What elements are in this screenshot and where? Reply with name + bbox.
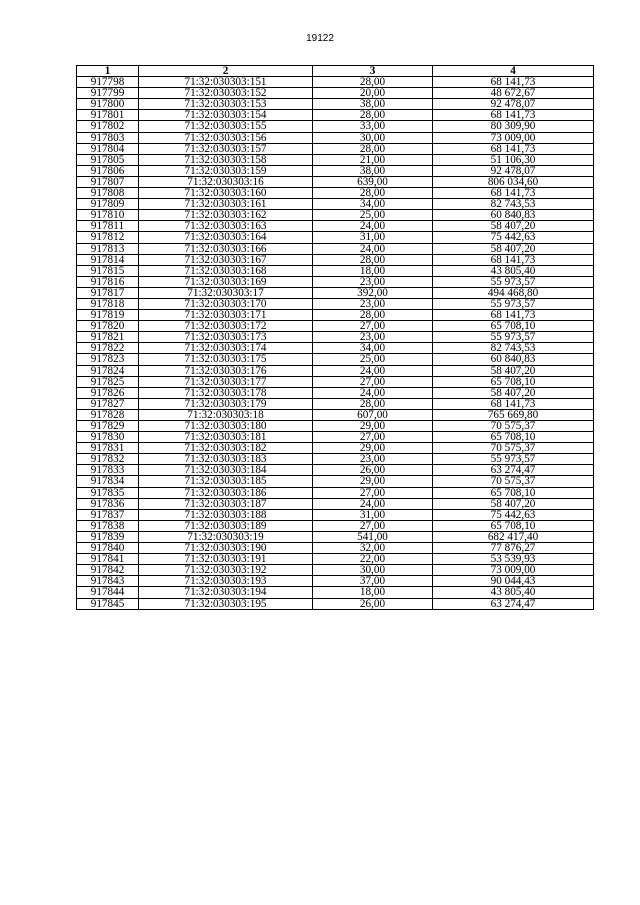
table-row (77, 343, 594, 354)
area-cell: 541,00 (313, 531, 433, 542)
table-row (77, 421, 594, 432)
value-cell: 82 743,53 (433, 343, 594, 354)
column-header-1: 1 (77, 66, 139, 77)
row-number-cell: 917808 (77, 188, 139, 199)
value-cell: 48 672,67 (433, 88, 594, 99)
cadastral-number-cell: 71:32:030303:171 (139, 310, 313, 321)
row-number-cell: 917821 (77, 332, 139, 343)
value-cell: 58 407,20 (433, 243, 594, 254)
area-cell: 23,00 (313, 332, 433, 343)
cadastral-number-cell: 71:32:030303:155 (139, 121, 313, 132)
cadastral-number-cell: 71:32:030303:191 (139, 554, 313, 565)
table-row (77, 565, 594, 576)
area-cell: 18,00 (313, 265, 433, 276)
table-row (77, 276, 594, 287)
area-cell: 38,00 (313, 99, 433, 110)
value-cell: 92 478,07 (433, 165, 594, 176)
row-number-cell: 917845 (77, 598, 139, 609)
value-cell: 682 417,40 (433, 531, 594, 542)
value-cell: 63 274,47 (433, 598, 594, 609)
row-number-cell: 917802 (77, 121, 139, 132)
table-row (77, 332, 594, 343)
cadastral-number-cell: 71:32:030303:183 (139, 454, 313, 465)
table-row (77, 143, 594, 154)
value-cell: 65 708,10 (433, 321, 594, 332)
row-number-cell: 917817 (77, 287, 139, 298)
cadastral-number-cell: 71:32:030303:181 (139, 432, 313, 443)
area-cell: 24,00 (313, 221, 433, 232)
cadastral-number-cell: 71:32:030303:185 (139, 476, 313, 487)
table-row (77, 298, 594, 309)
area-cell: 24,00 (313, 243, 433, 254)
table-body (77, 77, 594, 610)
cadastral-number-cell: 71:32:030303:180 (139, 421, 313, 432)
area-cell: 27,00 (313, 432, 433, 443)
cadastral-number-cell: 71:32:030303:190 (139, 543, 313, 554)
table-row (77, 531, 594, 542)
area-cell: 24,00 (313, 365, 433, 376)
cadastral-number-cell: 71:32:030303:182 (139, 443, 313, 454)
row-number-cell: 917843 (77, 576, 139, 587)
value-cell: 73 009,00 (433, 132, 594, 143)
value-cell: 65 708,10 (433, 487, 594, 498)
cadastral-number-cell: 71:32:030303:187 (139, 498, 313, 509)
row-number-cell: 917830 (77, 432, 139, 443)
value-cell: 58 407,20 (433, 365, 594, 376)
cadastral-number-cell: 71:32:030303:170 (139, 298, 313, 309)
value-cell: 51 106,30 (433, 154, 594, 165)
area-cell: 26,00 (313, 598, 433, 609)
table-row (77, 498, 594, 509)
row-number-cell: 917836 (77, 498, 139, 509)
cadastral-number-cell: 71:32:030303:16 (139, 176, 313, 187)
cadastral-number-cell: 71:32:030303:189 (139, 520, 313, 531)
cadastral-number-cell: 71:32:030303:163 (139, 221, 313, 232)
table-row (77, 321, 594, 332)
area-cell: 28,00 (313, 310, 433, 321)
table-row (77, 77, 594, 88)
table-row (77, 199, 594, 210)
table-row (77, 543, 594, 554)
area-cell: 37,00 (313, 576, 433, 587)
cadastral-number-cell: 71:32:030303:168 (139, 265, 313, 276)
column-header-2: 2 (139, 66, 313, 77)
area-cell: 392,00 (313, 287, 433, 298)
value-cell: 65 708,10 (433, 376, 594, 387)
cadastral-number-cell: 71:32:030303:160 (139, 188, 313, 199)
value-cell: 43 805,40 (433, 265, 594, 276)
row-number-cell: 917833 (77, 465, 139, 476)
table-row (77, 243, 594, 254)
area-cell: 31,00 (313, 232, 433, 243)
row-number-cell: 917809 (77, 199, 139, 210)
table-row (77, 520, 594, 531)
row-number-cell: 917842 (77, 565, 139, 576)
table-row (77, 110, 594, 121)
area-cell: 27,00 (313, 376, 433, 387)
value-cell: 70 575,37 (433, 476, 594, 487)
value-cell: 53 539,93 (433, 554, 594, 565)
area-cell: 30,00 (313, 132, 433, 143)
area-cell: 34,00 (313, 199, 433, 210)
row-number-cell: 917816 (77, 276, 139, 287)
value-cell: 55 973,57 (433, 332, 594, 343)
area-cell: 23,00 (313, 298, 433, 309)
value-cell: 65 708,10 (433, 520, 594, 531)
table-row (77, 587, 594, 598)
cadastral-number-cell: 71:32:030303:159 (139, 165, 313, 176)
value-cell: 65 708,10 (433, 432, 594, 443)
value-cell: 68 141,73 (433, 188, 594, 199)
row-number-cell: 917814 (77, 254, 139, 265)
area-cell: 20,00 (313, 88, 433, 99)
cadastral-number-cell: 71:32:030303:179 (139, 398, 313, 409)
cadastral-number-cell: 71:32:030303:188 (139, 509, 313, 520)
value-cell: 92 478,07 (433, 99, 594, 110)
area-cell: 28,00 (313, 110, 433, 121)
cadastral-number-cell: 71:32:030303:166 (139, 243, 313, 254)
table-row (77, 221, 594, 232)
area-cell: 27,00 (313, 321, 433, 332)
area-cell: 607,00 (313, 409, 433, 420)
row-number-cell: 917798 (77, 77, 139, 88)
area-cell: 639,00 (313, 176, 433, 187)
row-number-cell: 917812 (77, 232, 139, 243)
cadastral-number-cell: 71:32:030303:161 (139, 199, 313, 210)
table-row (77, 365, 594, 376)
cadastral-number-cell: 71:32:030303:151 (139, 77, 313, 88)
row-number-cell: 917828 (77, 409, 139, 420)
value-cell: 90 044,43 (433, 576, 594, 587)
value-cell: 765 669,80 (433, 409, 594, 420)
cadastral-number-cell: 71:32:030303:176 (139, 365, 313, 376)
value-cell: 68 141,73 (433, 310, 594, 321)
area-cell: 18,00 (313, 587, 433, 598)
table-row (77, 465, 594, 476)
table-row (77, 310, 594, 321)
table-row (77, 387, 594, 398)
value-cell: 60 840,83 (433, 354, 594, 365)
cadastral-number-cell: 71:32:030303:17 (139, 287, 313, 298)
area-cell: 28,00 (313, 254, 433, 265)
cadastral-number-cell: 71:32:030303:184 (139, 465, 313, 476)
row-number-cell: 917815 (77, 265, 139, 276)
row-number-cell: 917829 (77, 421, 139, 432)
cadastral-number-cell: 71:32:030303:195 (139, 598, 313, 609)
cadastral-number-cell: 71:32:030303:154 (139, 110, 313, 121)
row-number-cell: 917823 (77, 354, 139, 365)
cadastral-number-cell: 71:32:030303:156 (139, 132, 313, 143)
value-cell: 77 876,27 (433, 543, 594, 554)
area-cell: 28,00 (313, 188, 433, 199)
table-row (77, 454, 594, 465)
row-number-cell: 917805 (77, 154, 139, 165)
table-row (77, 265, 594, 276)
value-cell: 55 973,57 (433, 454, 594, 465)
area-cell: 29,00 (313, 476, 433, 487)
table-row (77, 554, 594, 565)
row-number-cell: 917806 (77, 165, 139, 176)
row-number-cell: 917807 (77, 176, 139, 187)
row-number-cell: 917810 (77, 210, 139, 221)
table-row (77, 99, 594, 110)
row-number-cell: 917841 (77, 554, 139, 565)
table-row (77, 188, 594, 199)
row-number-cell: 917840 (77, 543, 139, 554)
value-cell: 82 743,53 (433, 199, 594, 210)
area-cell: 33,00 (313, 121, 433, 132)
area-cell: 29,00 (313, 421, 433, 432)
area-cell: 30,00 (313, 565, 433, 576)
cadastral-number-cell: 71:32:030303:164 (139, 232, 313, 243)
table-row (77, 509, 594, 520)
table-row (77, 121, 594, 132)
cadastral-number-cell: 71:32:030303:193 (139, 576, 313, 587)
cadastral-number-cell: 71:32:030303:172 (139, 321, 313, 332)
area-cell: 23,00 (313, 276, 433, 287)
table-header-row (77, 66, 594, 77)
cadastral-number-cell: 71:32:030303:19 (139, 531, 313, 542)
row-number-cell: 917844 (77, 587, 139, 598)
table-row (77, 432, 594, 443)
area-cell: 27,00 (313, 487, 433, 498)
table-row (77, 376, 594, 387)
cadastral-number-cell: 71:32:030303:178 (139, 387, 313, 398)
area-cell: 23,00 (313, 454, 433, 465)
cadastral-value-table (76, 65, 594, 610)
cadastral-number-cell: 71:32:030303:186 (139, 487, 313, 498)
row-number-cell: 917824 (77, 365, 139, 376)
page-number: 19122 (306, 33, 334, 44)
cadastral-number-cell: 71:32:030303:192 (139, 565, 313, 576)
row-number-cell: 917827 (77, 398, 139, 409)
value-cell: 80 309,90 (433, 121, 594, 132)
table-row (77, 409, 594, 420)
table-row (77, 254, 594, 265)
table-row (77, 487, 594, 498)
table-row (77, 176, 594, 187)
area-cell: 24,00 (313, 387, 433, 398)
row-number-cell: 917826 (77, 387, 139, 398)
table-row (77, 398, 594, 409)
value-cell: 75 442,63 (433, 509, 594, 520)
row-number-cell: 917831 (77, 443, 139, 454)
row-number-cell: 917799 (77, 88, 139, 99)
row-number-cell: 917839 (77, 531, 139, 542)
area-cell: 28,00 (313, 398, 433, 409)
row-number-cell: 917837 (77, 509, 139, 520)
column-header-3: 3 (313, 66, 433, 77)
value-cell: 63 274,47 (433, 465, 594, 476)
table-row (77, 165, 594, 176)
table-row (77, 287, 594, 298)
area-cell: 28,00 (313, 143, 433, 154)
table-row (77, 232, 594, 243)
cadastral-number-cell: 71:32:030303:167 (139, 254, 313, 265)
cadastral-number-cell: 71:32:030303:177 (139, 376, 313, 387)
table-row (77, 132, 594, 143)
cadastral-number-cell: 71:32:030303:174 (139, 343, 313, 354)
cadastral-number-cell: 71:32:030303:175 (139, 354, 313, 365)
row-number-cell: 917838 (77, 520, 139, 531)
cadastral-number-cell: 71:32:030303:153 (139, 99, 313, 110)
table-row (77, 88, 594, 99)
area-cell: 38,00 (313, 165, 433, 176)
cadastral-number-cell: 71:32:030303:173 (139, 332, 313, 343)
area-cell: 34,00 (313, 343, 433, 354)
row-number-cell: 917835 (77, 487, 139, 498)
table-row (77, 354, 594, 365)
value-cell: 73 009,00 (433, 565, 594, 576)
row-number-cell: 917825 (77, 376, 139, 387)
table-row (77, 476, 594, 487)
row-number-cell: 917803 (77, 132, 139, 143)
row-number-cell: 917818 (77, 298, 139, 309)
cadastral-number-cell: 71:32:030303:157 (139, 143, 313, 154)
value-cell: 68 141,73 (433, 77, 594, 88)
row-number-cell: 917813 (77, 243, 139, 254)
area-cell: 28,00 (313, 77, 433, 88)
table-row (77, 154, 594, 165)
area-cell: 27,00 (313, 520, 433, 531)
value-cell: 68 141,73 (433, 398, 594, 409)
row-number-cell: 917819 (77, 310, 139, 321)
area-cell: 26,00 (313, 465, 433, 476)
value-cell: 68 141,73 (433, 254, 594, 265)
row-number-cell: 917801 (77, 110, 139, 121)
value-cell: 68 141,73 (433, 110, 594, 121)
row-number-cell: 917800 (77, 99, 139, 110)
area-cell: 22,00 (313, 554, 433, 565)
row-number-cell: 917811 (77, 221, 139, 232)
cadastral-number-cell: 71:32:030303:18 (139, 409, 313, 420)
area-cell: 32,00 (313, 543, 433, 554)
cadastral-number-cell: 71:32:030303:158 (139, 154, 313, 165)
value-cell: 60 840,83 (433, 210, 594, 221)
cadastral-number-cell: 71:32:030303:162 (139, 210, 313, 221)
area-cell: 25,00 (313, 354, 433, 365)
area-cell: 29,00 (313, 443, 433, 454)
value-cell: 75 442,63 (433, 232, 594, 243)
value-cell: 58 407,20 (433, 221, 594, 232)
value-cell: 58 407,20 (433, 387, 594, 398)
area-cell: 31,00 (313, 509, 433, 520)
cadastral-number-cell: 71:32:030303:169 (139, 276, 313, 287)
value-cell: 494 468,80 (433, 287, 594, 298)
row-number-cell: 917834 (77, 476, 139, 487)
value-cell: 68 141,73 (433, 143, 594, 154)
row-number-cell: 917804 (77, 143, 139, 154)
value-cell: 55 973,57 (433, 298, 594, 309)
row-number-cell: 917820 (77, 321, 139, 332)
cadastral-number-cell: 71:32:030303:152 (139, 88, 313, 99)
area-cell: 24,00 (313, 498, 433, 509)
table-row (77, 576, 594, 587)
table-row (77, 443, 594, 454)
row-number-cell: 917832 (77, 454, 139, 465)
area-cell: 25,00 (313, 210, 433, 221)
value-cell: 70 575,37 (433, 443, 594, 454)
value-cell: 58 407,20 (433, 498, 594, 509)
value-cell: 806 034,60 (433, 176, 594, 187)
table-row (77, 210, 594, 221)
table-row (77, 598, 594, 609)
cadastral-number-cell: 71:32:030303:194 (139, 587, 313, 598)
area-cell: 21,00 (313, 154, 433, 165)
value-cell: 43 805,40 (433, 587, 594, 598)
row-number-cell: 917822 (77, 343, 139, 354)
column-header-4: 4 (433, 66, 594, 77)
value-cell: 70 575,37 (433, 421, 594, 432)
value-cell: 55 973,57 (433, 276, 594, 287)
